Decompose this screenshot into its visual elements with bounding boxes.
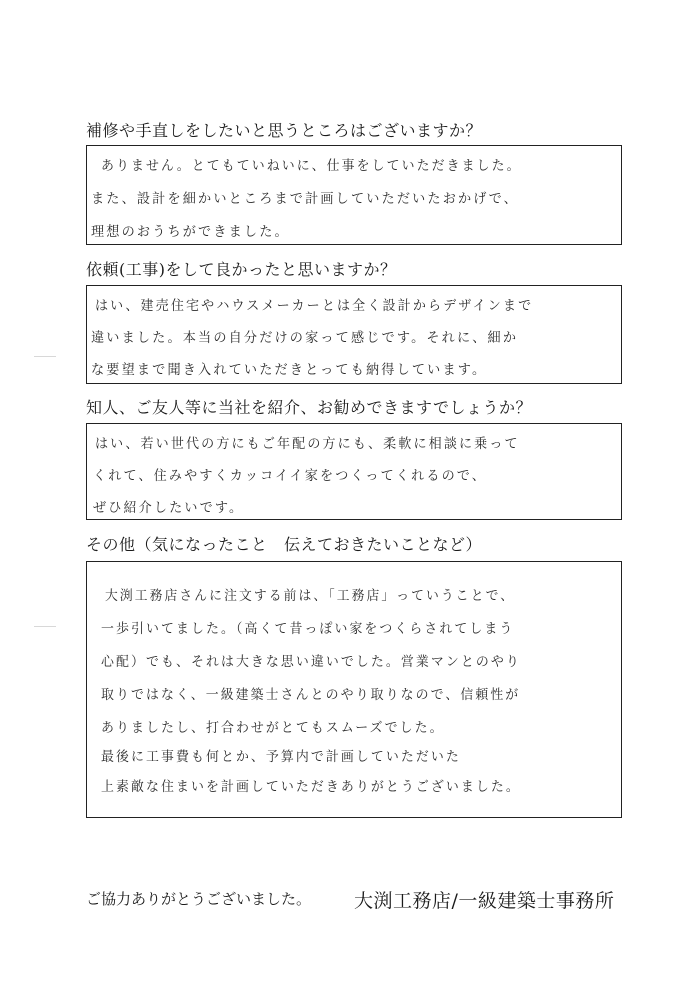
question-repair: 補修や手直しをしたいと思うところはございますか？ xyxy=(86,121,483,140)
answer-line: な要望まで聞き入れていただきとっても納得しています。 xyxy=(91,362,488,378)
scan-mark-2 xyxy=(34,626,56,627)
company-name: 大渕工務店/一級建築士事務所 xyxy=(354,890,615,912)
answer-line: 大渕工務店さんに注文する前は、「工務店」っていうことで、 xyxy=(105,588,516,604)
answer-line: 上素敵な住まいを計画していただきありがとうございました。 xyxy=(101,779,521,795)
answer-line: ありません。とてもていねいに、仕事をしていただきました。 xyxy=(101,158,522,174)
thanks-message: ご協力ありがとうございました。 xyxy=(86,890,312,908)
answer-box-satisfaction xyxy=(86,285,622,384)
answer-line: 取りではなく、一級建築士さんとのやり取りなので、信頼性が xyxy=(101,687,521,703)
answer-line: 最後に工事費も何とか、予算内で計画していただいた xyxy=(101,749,461,765)
question-satisfaction: 依頼(工事)をして良かったと思いますか？ xyxy=(86,260,397,279)
answer-line: 違いました。本当の自分だけの家って感じです。それに、細か xyxy=(91,330,519,346)
answer-line: ぜひ紹介したいです。 xyxy=(93,500,245,516)
answer-line: ありましたし、打合わせがとてもスムーズでした。 xyxy=(101,720,445,736)
answer-line: また、設計を細かいところまで計画していただいたおかげで、 xyxy=(91,191,519,207)
answer-line: 理想のおうちができました。 xyxy=(91,224,290,240)
scan-mark-1 xyxy=(34,356,56,357)
answer-line: はい、若い世代の方にもご年配の方にも、柔軟に相談に乗って xyxy=(95,436,520,452)
answer-line: 心配）でも、それは大きな思い違いでした。営業マンとのやり xyxy=(101,654,521,670)
answer-box-recommend xyxy=(86,423,622,520)
answer-box-repair xyxy=(86,145,622,245)
answer-line: 一歩引いてました。（高くて昔っぽい家をつくらされてしまう xyxy=(101,621,515,637)
answer-line: はい、建売住宅やハウスメーカーとは全く設計からデザインまで xyxy=(95,298,534,314)
question-recommend: 知人、ご友人等に当社を紹介、お勧めできますでしょうか？ xyxy=(86,398,532,417)
answer-box-other xyxy=(86,561,622,818)
question-other: その他（気になったこと 伝えておきたいことなど） xyxy=(86,535,483,554)
answer-line: くれて、住みやすくカッコイイ家をつくってくれるので、 xyxy=(93,468,488,484)
